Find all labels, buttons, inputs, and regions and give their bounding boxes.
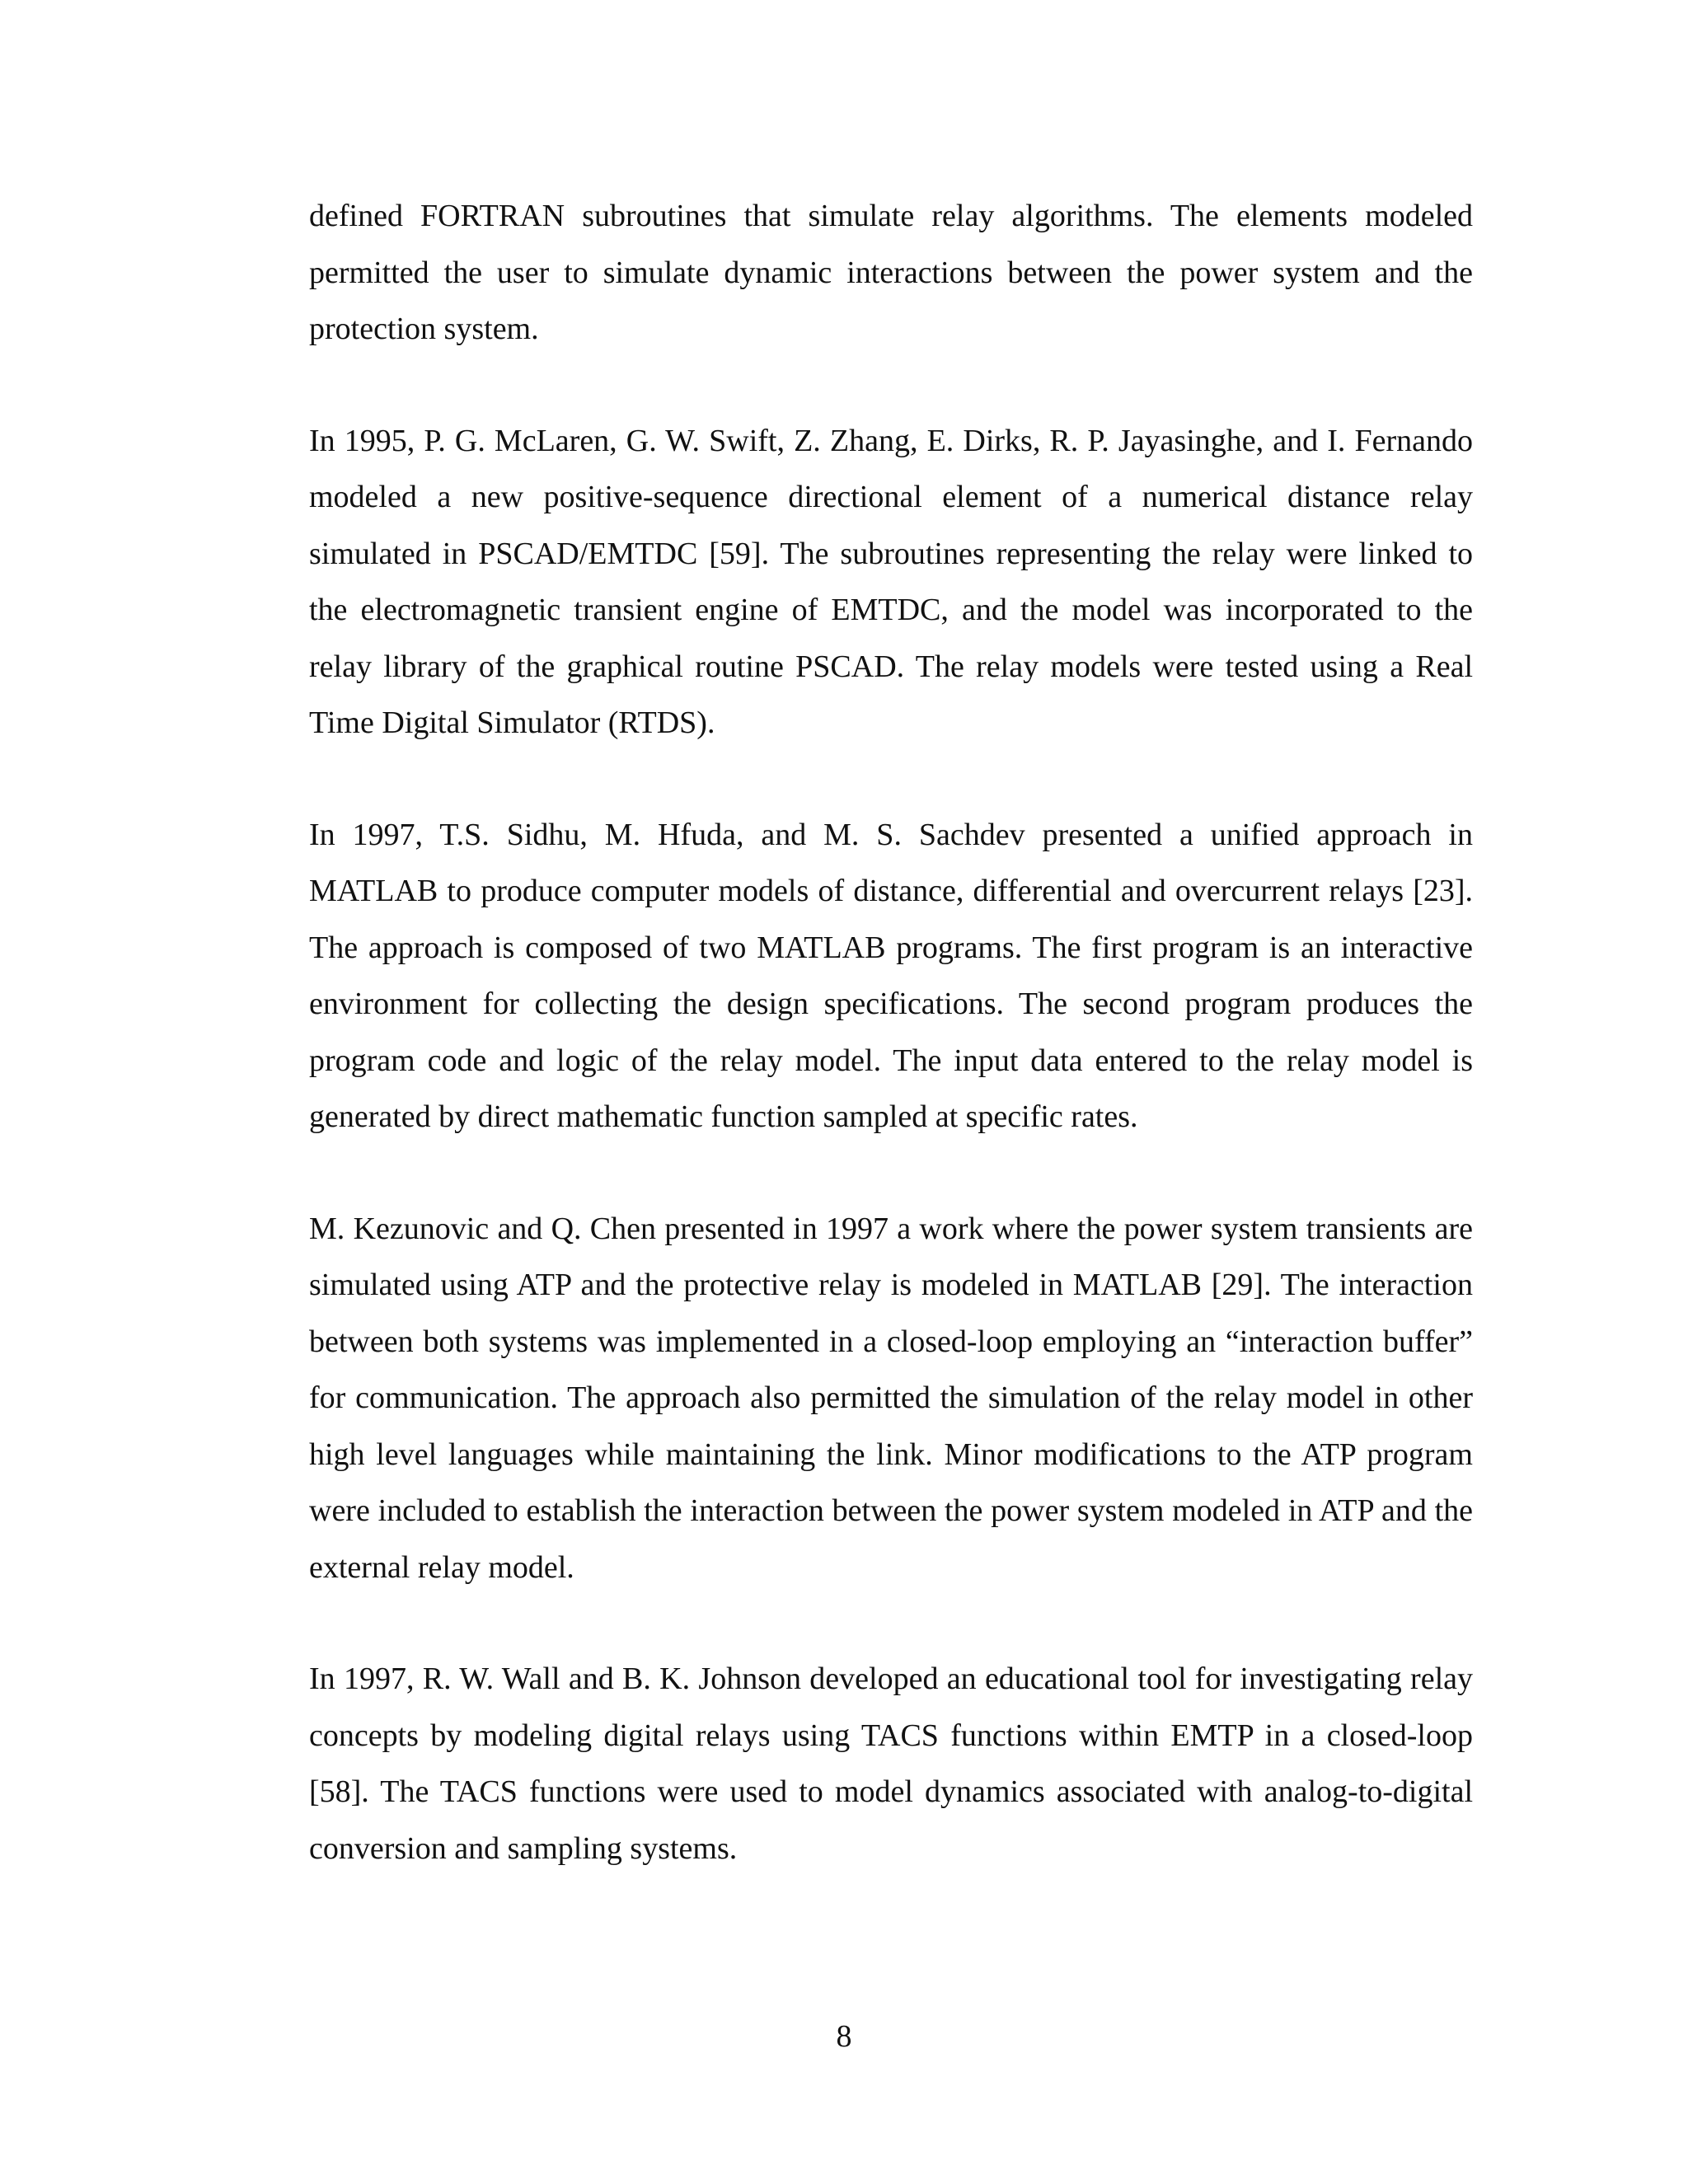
paragraph-4: M. Kezunovic and Q. Chen presented in 1997 a work where the power system transients are simulated using ATP and the protective relay is modeled in MATLAB [29]. The interaction between both systems was implemented in a closed-loop employing an “interaction buffer” for communication. The approach also permitted the simulation of the relay model in other high level languages while maintaining the link. Minor modifications to the ATP program were included to establish the interaction between the power system modeled in ATP and the external relay model. <box>309 1211 1473 1585</box>
paragraph-1: defined FORTRAN subroutines that simulate relay algorithms. The elements modeled permitted the user to simulate dynamic interactions between the power system and the protection system. <box>309 199 1473 346</box>
paragraph-3: In 1997, T.S. Sidhu, M. Hfuda, and M. S. Sachdev presented a unified approach in MATLAB to produce computer models of distance, differential and overcurrent relays [23]. The approach is composed of two MATLAB programs. The first program is an interactive environment for collecting the design specifications. The second program produces the program code and logic of the relay model. The input data entered to the relay model is generated by direct mathematic function sampled at specific rates. <box>309 817 1473 1134</box>
paragraph-5: In 1997, R. W. Wall and B. K. Johnson developed an educational tool for investigating relay concepts by modeling digital relays using TACS functions within EMTP in a closed-loop [58]. The TACS functions were used to model dynamics associated with analog-to-digital conversion and sampling systems. <box>309 1661 1473 1866</box>
page-number: 8 <box>836 2019 852 2054</box>
paragraph-2: In 1995, P. G. McLaren, G. W. Swift, Z. Zhang, E. Dirks, R. P. Jayasinghe, and I. Fernando modeled a new positive-sequence directional element of a numerical distance relay simulated in PSCAD/EMTDC [59]. The subroutines representing the relay were linked to the electromagnetic transient engine of EMTDC, and the model was incorporated to the relay library of the graphical routine PSCAD. The relay models were tested using a Real Time Digital Simulator (RTDS). <box>309 423 1473 740</box>
body-text <box>309 188 1473 1932</box>
